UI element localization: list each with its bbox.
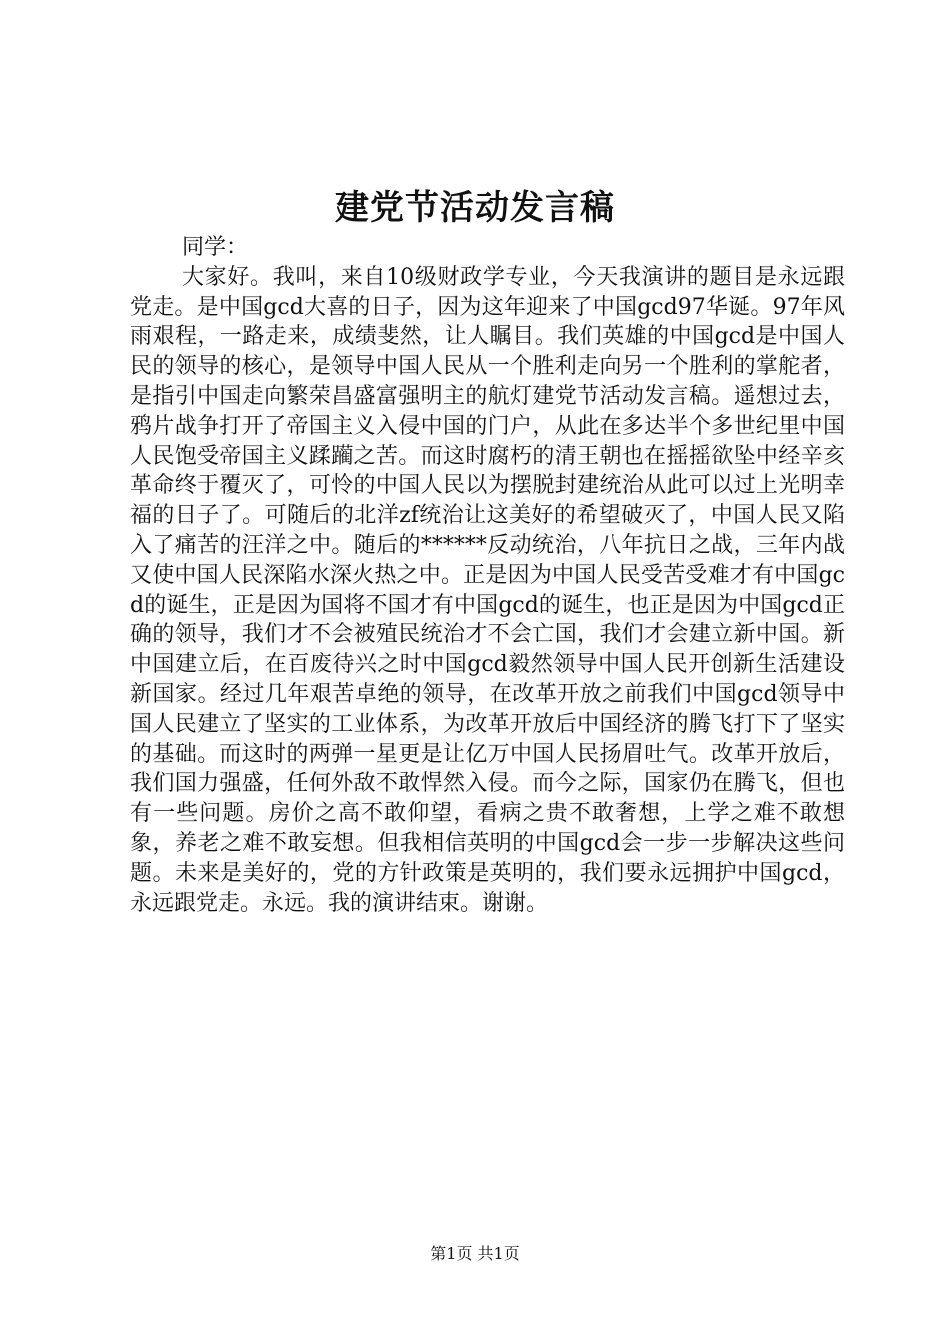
- document-title: 建党节活动发言稿: [335, 188, 615, 228]
- document-body: [130, 233, 845, 918]
- speech-paragraph: 大家好。我叫，来自10级财政学专业，今天我演讲的题目是永远跟党走。是中国gcd大喜的日子，因为这年迎来了中国gcd97华诞。97年风雨艰程，一路走来，成绩斐然，让人瞩目。我们英雄的中国gcd是中国人民的领导的核心，是领导中国人民从一个胜利走向另一个胜利的掌舵者，是指引中国走向繁荣昌盛富强明主的航灯建党节活动发言稿。遥想过去，鸦片战争打开了帝国主义入侵中国的门户，从此在多达半个多世纪里中国人民饱受帝国主义蹂躏之苦。而这时腐朽的清王朝也在摇摇欲坠中经辛亥革命终于覆灭了，可怜的中国人民以为摆脱封建统治从此可以过上光明幸福的日子了。可随后的北洋zf统治让这美好的希望破灭了，中国人民又陷入了痛苦的汪洋之中。随后的******反动统治，八年抗日之战，三年内战又使中国人民深陷水深火热之中。正是因为中国人民受苦受难才有中国gcd的诞生，正是因为国将不国才有中国gcd的诞生，也正是因为中国gcd正确的领导，我们才不会被殖民统治才不会亡国，我们才会建立新中国。新中国建立后，在百废待兴之时中国gcd毅然领导中国人民开创新生活建设新国家。经过几年艰苦卓绝的领导，在改革开放之前我们中国gcd领导中国人民建立了坚实的工业体系，为改革开放后中国经济的腾飞打下了坚实的基础。而这时的两弹一星更是让亿万中国人民扬眉吐气。改革开放后，我们国力强盛，任何外敌不敢悍然入侵。而今之际，国家仍在腾飞，但也有一些问题。房价之高不敢仰望，看病之贵不敢奢想，上学之难不敢想象，养老之难不敢妄想。但我相信英明的中国gcd会一步一步解决这些问题。未来是美好的，党的方针政策是英明的，我们要永远拥护中国gcd，永远跟党走。永远。我的演讲结束。谢谢。: [130, 264, 845, 916]
- page-footer: 第1页 共1页: [430, 1244, 520, 1263]
- salutation: 同学：: [182, 235, 249, 260]
